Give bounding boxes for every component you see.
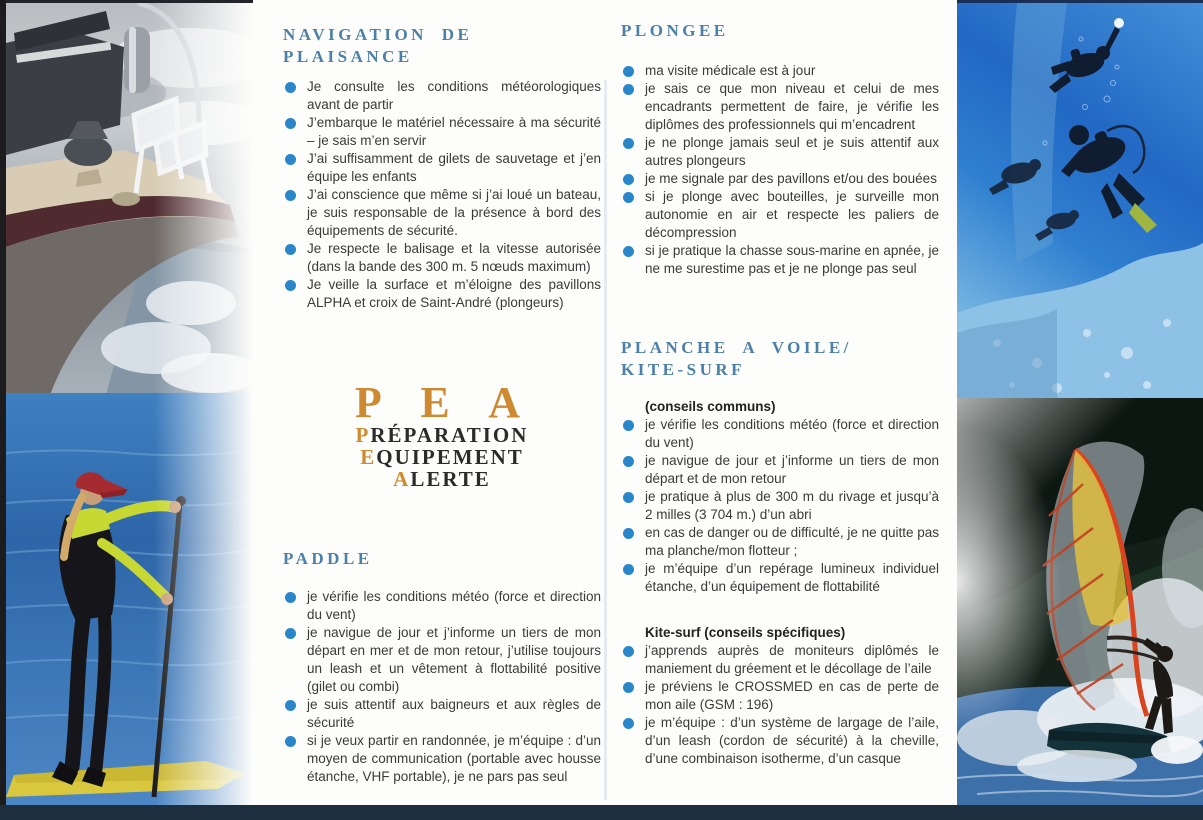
heading-planche-line2: KITE-SURF bbox=[621, 360, 746, 379]
paddle-photo bbox=[6, 393, 253, 805]
windsurfer-illustration bbox=[957, 398, 1203, 805]
divers-photo bbox=[957, 0, 1203, 400]
page-fold-line bbox=[604, 80, 607, 800]
boat-photo bbox=[6, 0, 253, 395]
plongee-list bbox=[621, 62, 939, 278]
list-item: je ne plonge jamais seul et je suis attentif aux autres plongeurs bbox=[621, 134, 939, 170]
pea-logo bbox=[283, 378, 601, 491]
windsurf-photo bbox=[957, 398, 1203, 805]
list-item: ma visite médicale est à jour bbox=[621, 62, 939, 80]
kitesurf-list bbox=[621, 642, 939, 768]
footer-bar bbox=[0, 805, 1203, 820]
pea-acronym: P E A bbox=[354, 378, 530, 427]
list-item: je sais ce que mon niveau et celui de mes encadrants permettent de faire, je vérifie les diplômes des professionnels qui m’encadrent bbox=[621, 80, 939, 134]
list-item: je m’équipe d’un repérage lumineux individuel étanche, d’un équipement de flottabilité bbox=[621, 560, 939, 596]
list-item: je vérifie les conditions météo (force et direction du vent) bbox=[283, 588, 601, 624]
list-item: Je consulte les conditions météorologiques avant de partir bbox=[283, 78, 601, 114]
list-item: J’embarque le matériel nécessaire à ma sécurité – je sais m’en servir bbox=[283, 114, 601, 150]
list-item: en cas de danger ou de difficulté, je ne quitte pas ma planche/mon flotteur ; bbox=[621, 524, 939, 560]
list-item: je navigue de jour et j’informe un tiers de mon départ et de mon retour bbox=[621, 452, 939, 488]
divers-illustration bbox=[957, 3, 1203, 400]
list-item: j’apprends auprès de moniteurs diplômés le maniement du gréement et le décollage de l’aile bbox=[621, 642, 939, 678]
heading-navigation-plaisance bbox=[283, 24, 472, 68]
list-item: je vérifie les conditions météo (force et direction du vent) bbox=[621, 416, 939, 452]
heading-planche-kitesurf bbox=[621, 337, 852, 381]
heading-planche-line1: PLANCHE A VOILE/ bbox=[621, 338, 852, 357]
paddleboarder-illustration bbox=[6, 393, 253, 805]
heading-paddle: PADDLE bbox=[283, 549, 373, 568]
list-item: je me signale par des pavillons et/ou des bouées bbox=[621, 170, 939, 188]
list-item: Je respecte le balisage et la vitesse autorisée (dans la bande des 300 m. 5 nœuds maximum) bbox=[283, 240, 601, 276]
list-item: je suis attentif aux baigneurs et aux règles de sécurité bbox=[283, 696, 601, 732]
pea-word-preparation: PRÉPARATION bbox=[355, 423, 529, 447]
list-item: si je pratique la chasse sous-marine en apnée, je ne me surestime pas et je ne plonge pas seul bbox=[621, 242, 939, 278]
list-item: je navigue de jour et j’informe un tiers de mon départ en mer et de mon retour, j’utilise toujours un leash et un vêtement à flottabilité positive (gilet ou combi) bbox=[283, 624, 601, 696]
list-item: J’ai suffisamment de gilets de sauvetage et j’en équipe les enfants bbox=[283, 150, 601, 186]
list-item: je pratique à plus de 300 m du rivage et jusqu’à 2 milles (3 704 m.) d’un abri bbox=[621, 488, 939, 524]
pea-word-equipement: EQUIPEMENT bbox=[360, 445, 524, 469]
list-item: je préviens le CROSSMED en cas de perte de mon aile (GSM : 196) bbox=[621, 678, 939, 714]
boat-illustration bbox=[6, 3, 253, 395]
list-item: si je veux partir en randonnée, je m’équipe : d’un moyen de communication (portable avec housse étanche, VHF portable), je ne pars pas seul bbox=[283, 732, 601, 786]
pea-word-alerte: ALERTE bbox=[393, 467, 491, 491]
list-item: je m’équipe : d’un système de largage de l’aile, d’un leash (cordon de sécurité) à la cheville, d’une combinaison isotherme, d’un casque bbox=[621, 714, 939, 768]
heading-plongee: PLONGEE bbox=[621, 21, 729, 40]
navigation-list bbox=[283, 78, 601, 312]
subheading-kitesurf: Kite-surf (conseils spécifiques) bbox=[645, 625, 846, 640]
heading-navigation-line1: NAVIGATION DE bbox=[283, 25, 473, 44]
heading-navigation-line2: PLAISANCE bbox=[283, 47, 413, 66]
paddle-list bbox=[283, 588, 601, 786]
list-item: J’ai conscience que même si j’ai loué un bateau, je suis responsable de la présence à bord des équipements de sécurité. bbox=[283, 186, 601, 240]
list-item: Je veille la surface et m’éloigne des pavillons ALPHA et croix de Saint-André (plongeurs) bbox=[283, 276, 601, 312]
planche-common-list bbox=[621, 416, 939, 596]
subheading-conseils-communs: (conseils communs) bbox=[645, 399, 776, 414]
list-item: si je plonge avec bouteilles, je surveille mon autonomie en air et respecte les paliers de décompression bbox=[621, 188, 939, 242]
